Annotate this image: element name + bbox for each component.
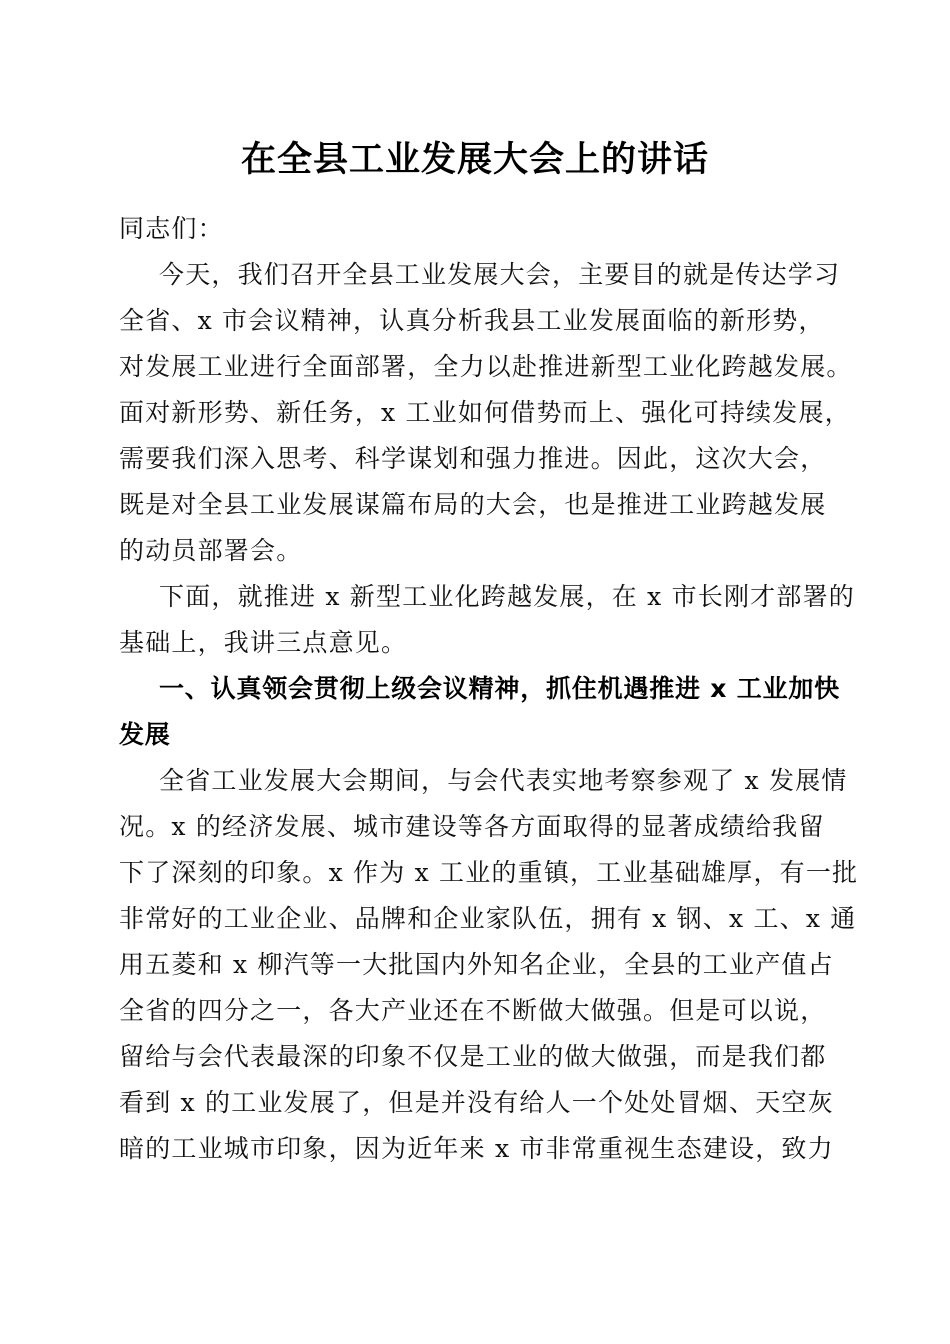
paragraph-line: 全省工业发展大会期间，与会代表实地考察参观了 x 发展情 <box>159 766 848 795</box>
salutation-line: 同志们： <box>119 214 224 243</box>
paragraph-line: 既是对全县工业发展谋篇布局的大会，也是推进工业跨越发展 <box>119 490 827 519</box>
paragraph-line: 今天，我们召开全县工业发展大会，主要目的就是传达学习 <box>159 260 841 289</box>
paragraph-line: 暗的工业城市印象，因为近年来 x 市非常重视生态建设，致力 <box>119 1134 834 1163</box>
paragraph-line: 留给与会代表最深的印象不仅是工业的做大做强，而是我们都 <box>119 1042 827 1071</box>
paragraph-line: 下面，就推进 x 新型工业化跨越发展，在 x 市长刚才部署的 <box>159 582 855 611</box>
paragraph-line: 对发展工业进行全面部署，全力以赴推进新型工业化跨越发展。 <box>119 352 853 381</box>
document-body <box>119 206 859 1172</box>
paragraph-line: 的动员部署会。 <box>119 536 303 565</box>
paragraph-line: 非常好的工业企业、品牌和企业家队伍，拥有 x 钢、x 工、x 通 <box>119 904 857 933</box>
paragraph-line: 看到 x 的工业发展了，但是并没有给人一个处处冒烟、天空灰 <box>119 1088 834 1117</box>
paragraph-line: 用五菱和 x 柳汽等一大批国内外知名企业，全县的工业产值占 <box>119 950 834 979</box>
paragraph-line: 基础上，我讲三点意见。 <box>119 628 408 657</box>
paragraph-line: 全省的四分之一，各大产业还在不断做大做强。但是可以说， <box>119 996 827 1025</box>
paragraph-line: 需要我们深入思考、科学谋划和强力推进。因此，这次大会， <box>119 444 827 473</box>
section-heading-line: 一、认真领会贯彻上级会议精神，抓住机遇推进 x 工业加快 <box>159 674 840 703</box>
paragraph-line: 况。x 的经济发展、城市建设等各方面取得的显著成绩给我留 <box>119 812 825 841</box>
paragraph-line: 全省、x 市会议精神，认真分析我县工业发展面临的新形势， <box>119 306 825 335</box>
paragraph-line: 面对新形势、新任务，x 工业如何借势而上、强化可持续发展， <box>119 398 851 427</box>
paragraph-line: 下了深刻的印象。x 作为 x 工业的重镇，工业基础雄厚，有一批 <box>119 858 859 887</box>
document-title: 在全县工业发展大会上的讲话 <box>240 139 709 180</box>
section-heading-line: 发展 <box>119 720 171 749</box>
